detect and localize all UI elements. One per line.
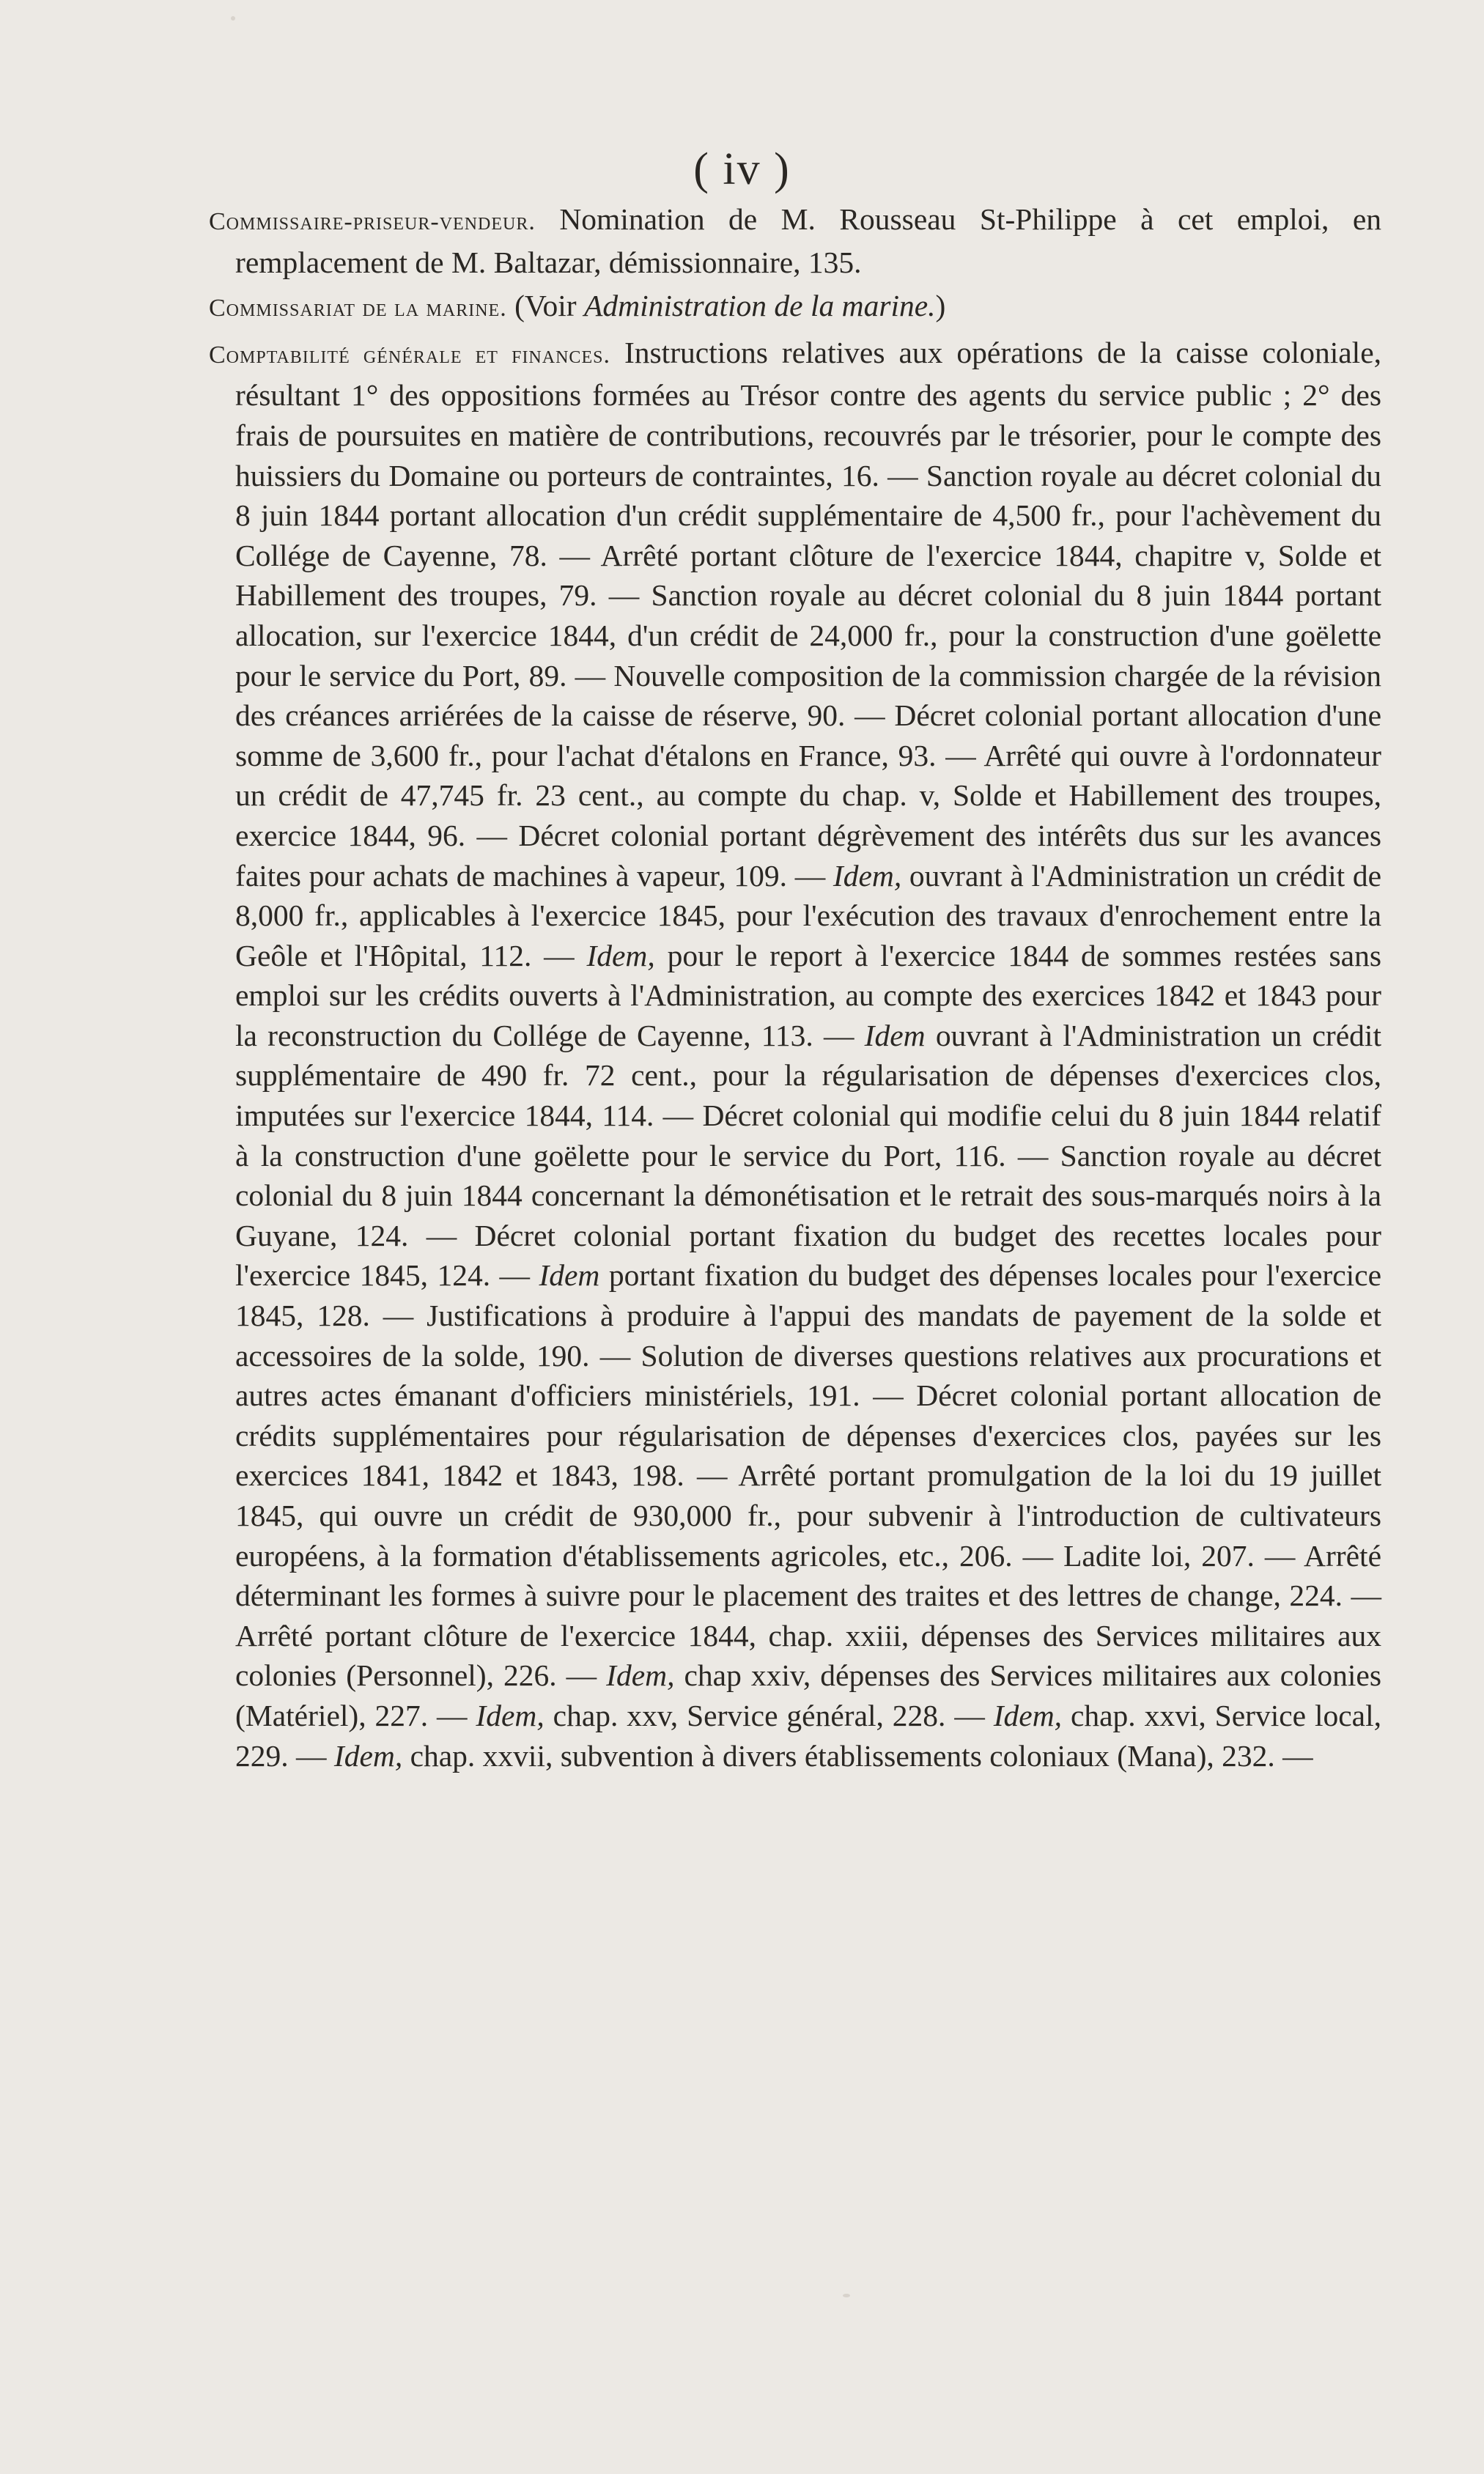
entry-italic-text: Idem: [539, 1258, 600, 1293]
entry-heading: Comptabilité générale et finances.: [209, 341, 610, 369]
entry-text: (Voir: [506, 289, 584, 323]
entry-heading: Commissaire-priseur-vendeur.: [209, 208, 536, 235]
entry-text: chap. xxvi, Service local, 229. —: [235, 1698, 1381, 1773]
paper-spot: [843, 2294, 850, 2297]
entry-text: ): [935, 289, 946, 323]
entry-text: ouvrant à l'Administration un crédit de 8,000 fr., applicables à l'exercice 1845, pour l'exécution des travaux d'enrochement entre la Geôle et l'Hôpital, 112. —: [235, 858, 1381, 972]
page-number: ( iv ): [693, 144, 791, 194]
index-entry: [209, 333, 1381, 1776]
index-entry: [209, 199, 1381, 282]
entry-italic-text: Idem,: [993, 1698, 1063, 1732]
index-entry: [209, 286, 1381, 329]
entry-text: ouvrant à l'Administration un crédit supplémentaire de 490 fr. 72 cent., pour la régularisation de dépenses d'exercices clos, imputées sur l'exercice 1844, 114. — Décret colonial qui modifie celui du 8 juin 1844 relatif à la construction d'une goëlette pour le service du Port, 116. — Sanction royale au décret colonial du 8 juin 1844 concernant la démonétisation et le retrait des sous-marqués noirs à la Guyane, 124. — Décret colonial portant fixation du budget des recettes locales pour l'exercice 1845, 124. —: [235, 1018, 1381, 1293]
entry-text: pour le report à l'exercice 1844 de sommes restées sans emploi sur les crédits ouverts à l'Administration, au compte des exercices 1842 et 1843 pour la reconstruction du Collége de Cayenne, 113. —: [235, 938, 1381, 1052]
entry-italic-text: Idem,: [586, 938, 655, 972]
entry-italic-text: Idem,: [606, 1658, 675, 1693]
entry-text: portant fixation du budget des dépenses locales pour l'exercice 1845, 128. — Justifications à produire à l'appui des mandats de payement de la solde et accessoires de la solde, 190. — Solution de diverses questions relatives aux procurations et autres actes émanant d'officiers ministériels, 191. — Décret colonial portant allocation de crédits supplémentaires pour régularisation de dépenses d'exercices clos, payées sur les exercices 1841, 1842 et 1843, 198. — Arrêté portant promulgation de la loi du 19 juillet 1845, qui ouvre un crédit de 930,000 fr., pour subvenir à l'introduction de cultivateurs européens, à la formation d'établissements agricoles, etc., 206. — Ladite loi, 207. — Arrêté déterminant les formes à suivre pour le placement des traites et des lettres de change, 224. — Arrêté portant clôture de l'exercice 1844, chap. xxiii, dépenses des Services militaires aux colonies (Personnel), 226. —: [235, 1258, 1381, 1693]
entry-heading: Commissariat de la marine.: [209, 295, 507, 322]
entry-italic-text: Idem,: [333, 1738, 403, 1773]
entry-text: chap xxiv, dépenses des Services militaires aux colonies (Matériel), 227. —: [235, 1658, 1382, 1732]
index-body: [209, 199, 1381, 1779]
entry-text: Instructions relatives aux opérations de la caisse coloniale, résultant 1° des oppositions formées au Trésor contre des agents du service public ; 2° des frais de poursuites en matière de contributions, recouvrés par le trésorier, pour le compte des huissiers du Domaine ou porteurs de contraintes, 16. — Sanction royale au décret colonial du 8 juin 1844 portant allocation d'un crédit supplémentaire de 4,500 fr., pour l'achèvement du Collége de Cayenne, 78. — Arrêté portant clôture de l'exercice 1844, chapitre v, Solde et Habillement des troupes, 79. — Sanction royale au décret colonial du 8 juin 1844 portant allocation, sur l'exercice 1844, d'un crédit de 24,000 fr., pour la construction d'une goëlette pour le service du Port, 89. — Nouvelle composition de la commission chargée de la révision des créances arriérées de la caisse de réserve, 90. — Décret colonial portant allocation d'une somme de 3,600 fr., pour l'achat d'étalons en France, 93. — Arrêté qui ouvre à l'ordonnateur un crédit de 47,745 fr. 23 cent., au compte du chap. v, Solde et Habillement des troupes, exercice 1844, 96. — Décret colonial portant dégrèvement des intérêts dus sur les avances faites pour achats de machines à vapeur, 109. —: [235, 335, 1381, 893]
entry-text: chap. xxv, Service général, 228. —: [544, 1698, 994, 1732]
entry-text: Nomination de M. Rousseau St-Philippe à cet emploi, en remplacement de M. Baltazar, démissionnaire, 135.: [235, 202, 1381, 279]
paper-spot: [231, 16, 235, 21]
entry-italic-text: Administration de la marine.: [584, 289, 936, 323]
entry-italic-text: Idem,: [476, 1698, 544, 1732]
entry-text: chap. xxvii, subvention à divers établissements coloniaux (Mana), 232. —: [402, 1738, 1313, 1773]
entry-italic-text: Idem: [864, 1018, 926, 1052]
entry-italic-text: Idem,: [833, 858, 902, 893]
